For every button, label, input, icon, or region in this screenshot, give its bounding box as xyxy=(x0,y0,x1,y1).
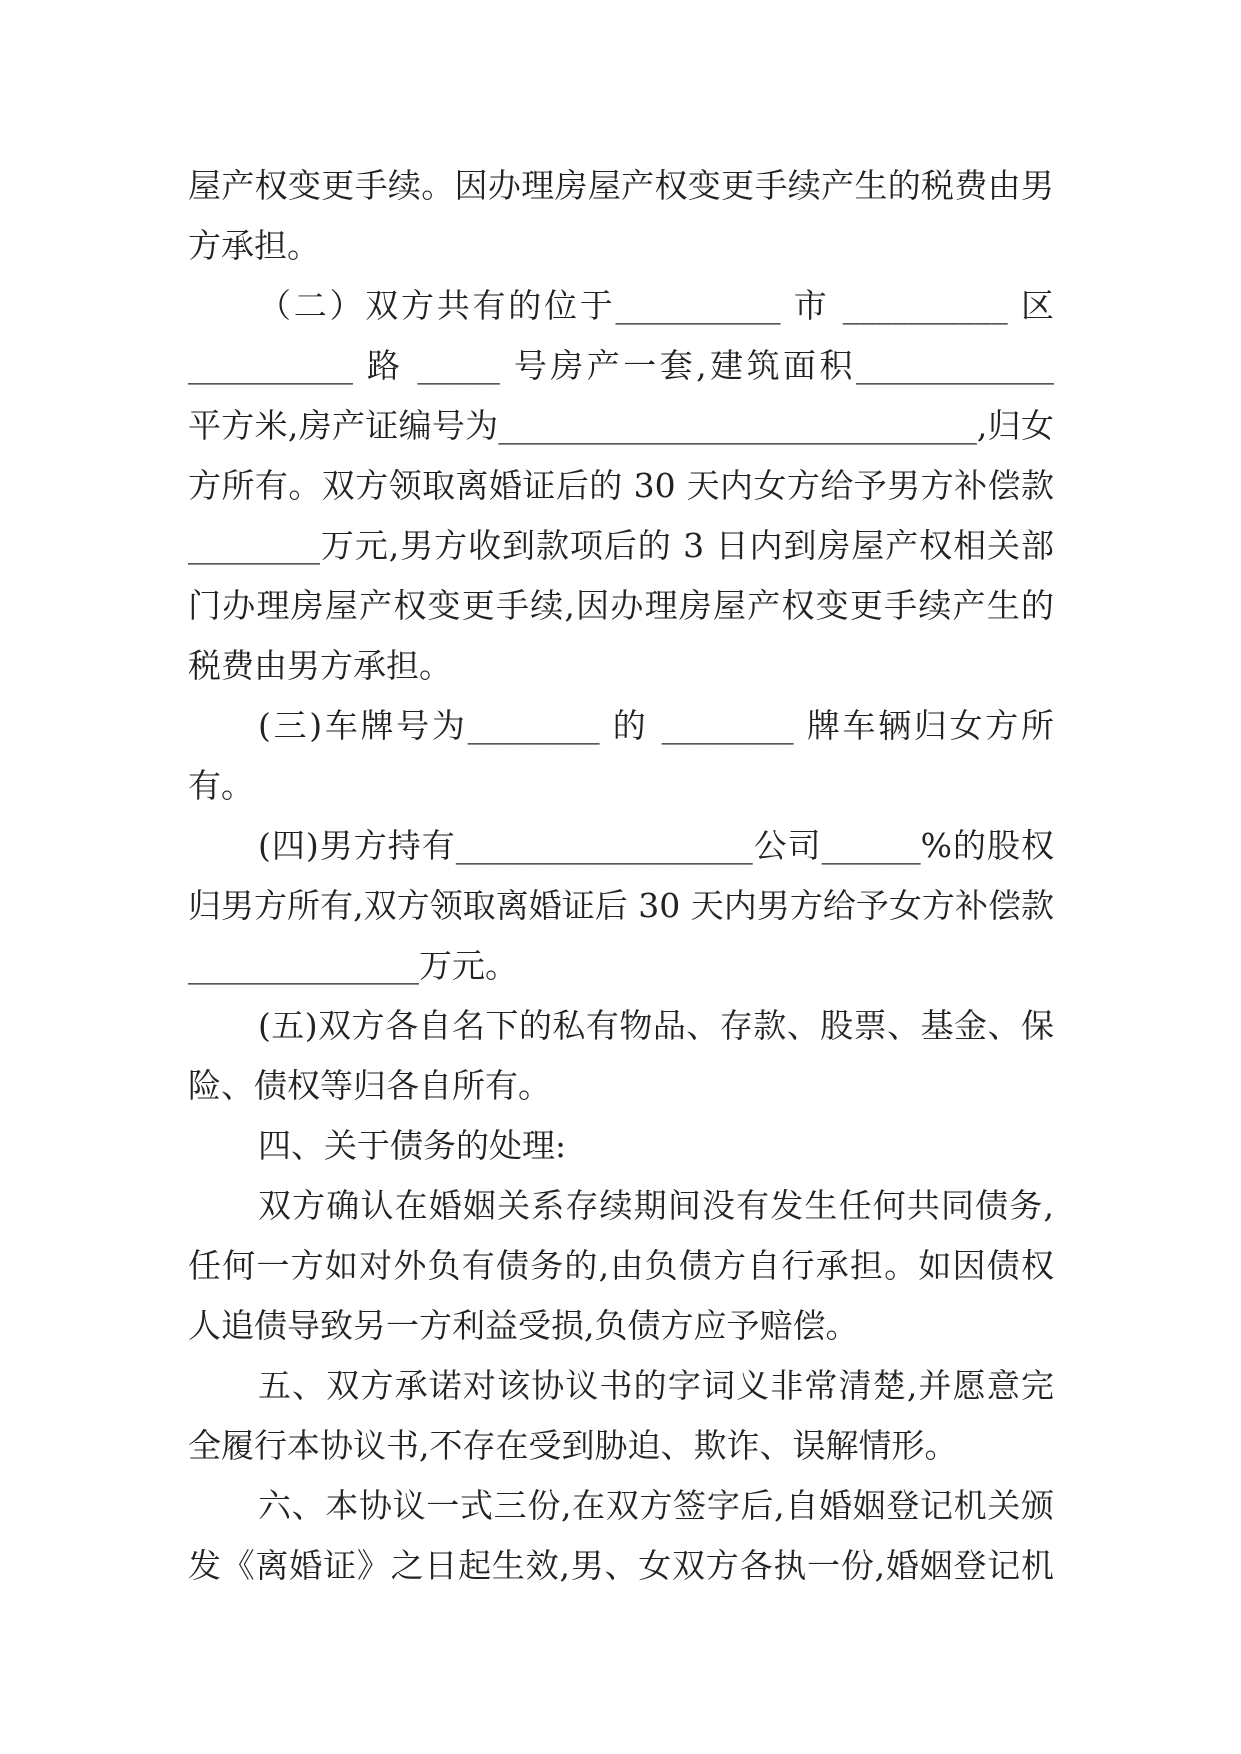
text-line-9: 税费由男方承担。 xyxy=(188,646,452,685)
text-line-3: （二）双方共有的位于__________ 市 __________ 区 xyxy=(258,286,1054,325)
text-line-12: (四)男方持有__________________公司______%的股权 xyxy=(258,826,1054,865)
text-line-15: (五)双方各自名下的私有物品、存款、股票、基金、保 xyxy=(258,1006,1054,1045)
text-line-8: 门办理房屋产权变更手续,因办理房屋产权变更手续产生的 xyxy=(188,586,1054,625)
text-line-5: 平方米,房产证编号为_____________________________,归女 xyxy=(188,406,1054,445)
text-line-16: 险、债权等归各自所有。 xyxy=(188,1066,551,1105)
text-line-11: 有。 xyxy=(188,766,254,805)
text-line-13: 归男方所有,双方领取离婚证后 30 天内男方给予女方补偿款 xyxy=(188,886,1054,925)
text-line-23: 六、本协议一式三份,在双方签字后,自婚姻登记机关颁 xyxy=(258,1486,1054,1525)
text-line-14: ______________万元。 xyxy=(188,946,518,985)
text-line-19: 任何一方如对外负有债务的,由负债方自行承担。如因债权 xyxy=(188,1246,1054,1285)
text-line-6: 方所有。双方领取离婚证后的 30 天内女方给予男方补偿款 xyxy=(188,466,1054,505)
text-line-22: 全履行本协议书,不存在受到胁迫、欺诈、误解情形。 xyxy=(188,1426,958,1465)
text-line-7: ________万元,男方收到款项后的 3 日内到房屋产权相关部 xyxy=(188,526,1054,565)
text-line-17: 四、关于债务的处理: xyxy=(258,1126,567,1165)
document-body xyxy=(188,156,1054,1596)
text-line-24: 发《离婚证》之日起生效,男、女双方各执一份,婚姻登记机 xyxy=(188,1546,1054,1585)
text-line-21: 五、双方承诺对该协议书的字词义非常清楚,并愿意完 xyxy=(258,1366,1054,1405)
text-line-1: 屋产权变更手续。因办理房屋产权变更手续产生的税费由男 xyxy=(188,166,1054,205)
text-line-18: 双方确认在婚姻关系存续期间没有发生任何共同债务, xyxy=(258,1186,1054,1225)
text-line-4: __________ 路 _____ 号房产一套,建筑面积____________ xyxy=(188,346,1054,385)
text-line-10: (三)车牌号为________ 的 ________ 牌车辆归女方所 xyxy=(258,706,1054,745)
text-line-2: 方承担。 xyxy=(188,226,320,265)
text-line-20: 人追债导致另一方利益受损,负债方应予赔偿。 xyxy=(188,1306,859,1345)
